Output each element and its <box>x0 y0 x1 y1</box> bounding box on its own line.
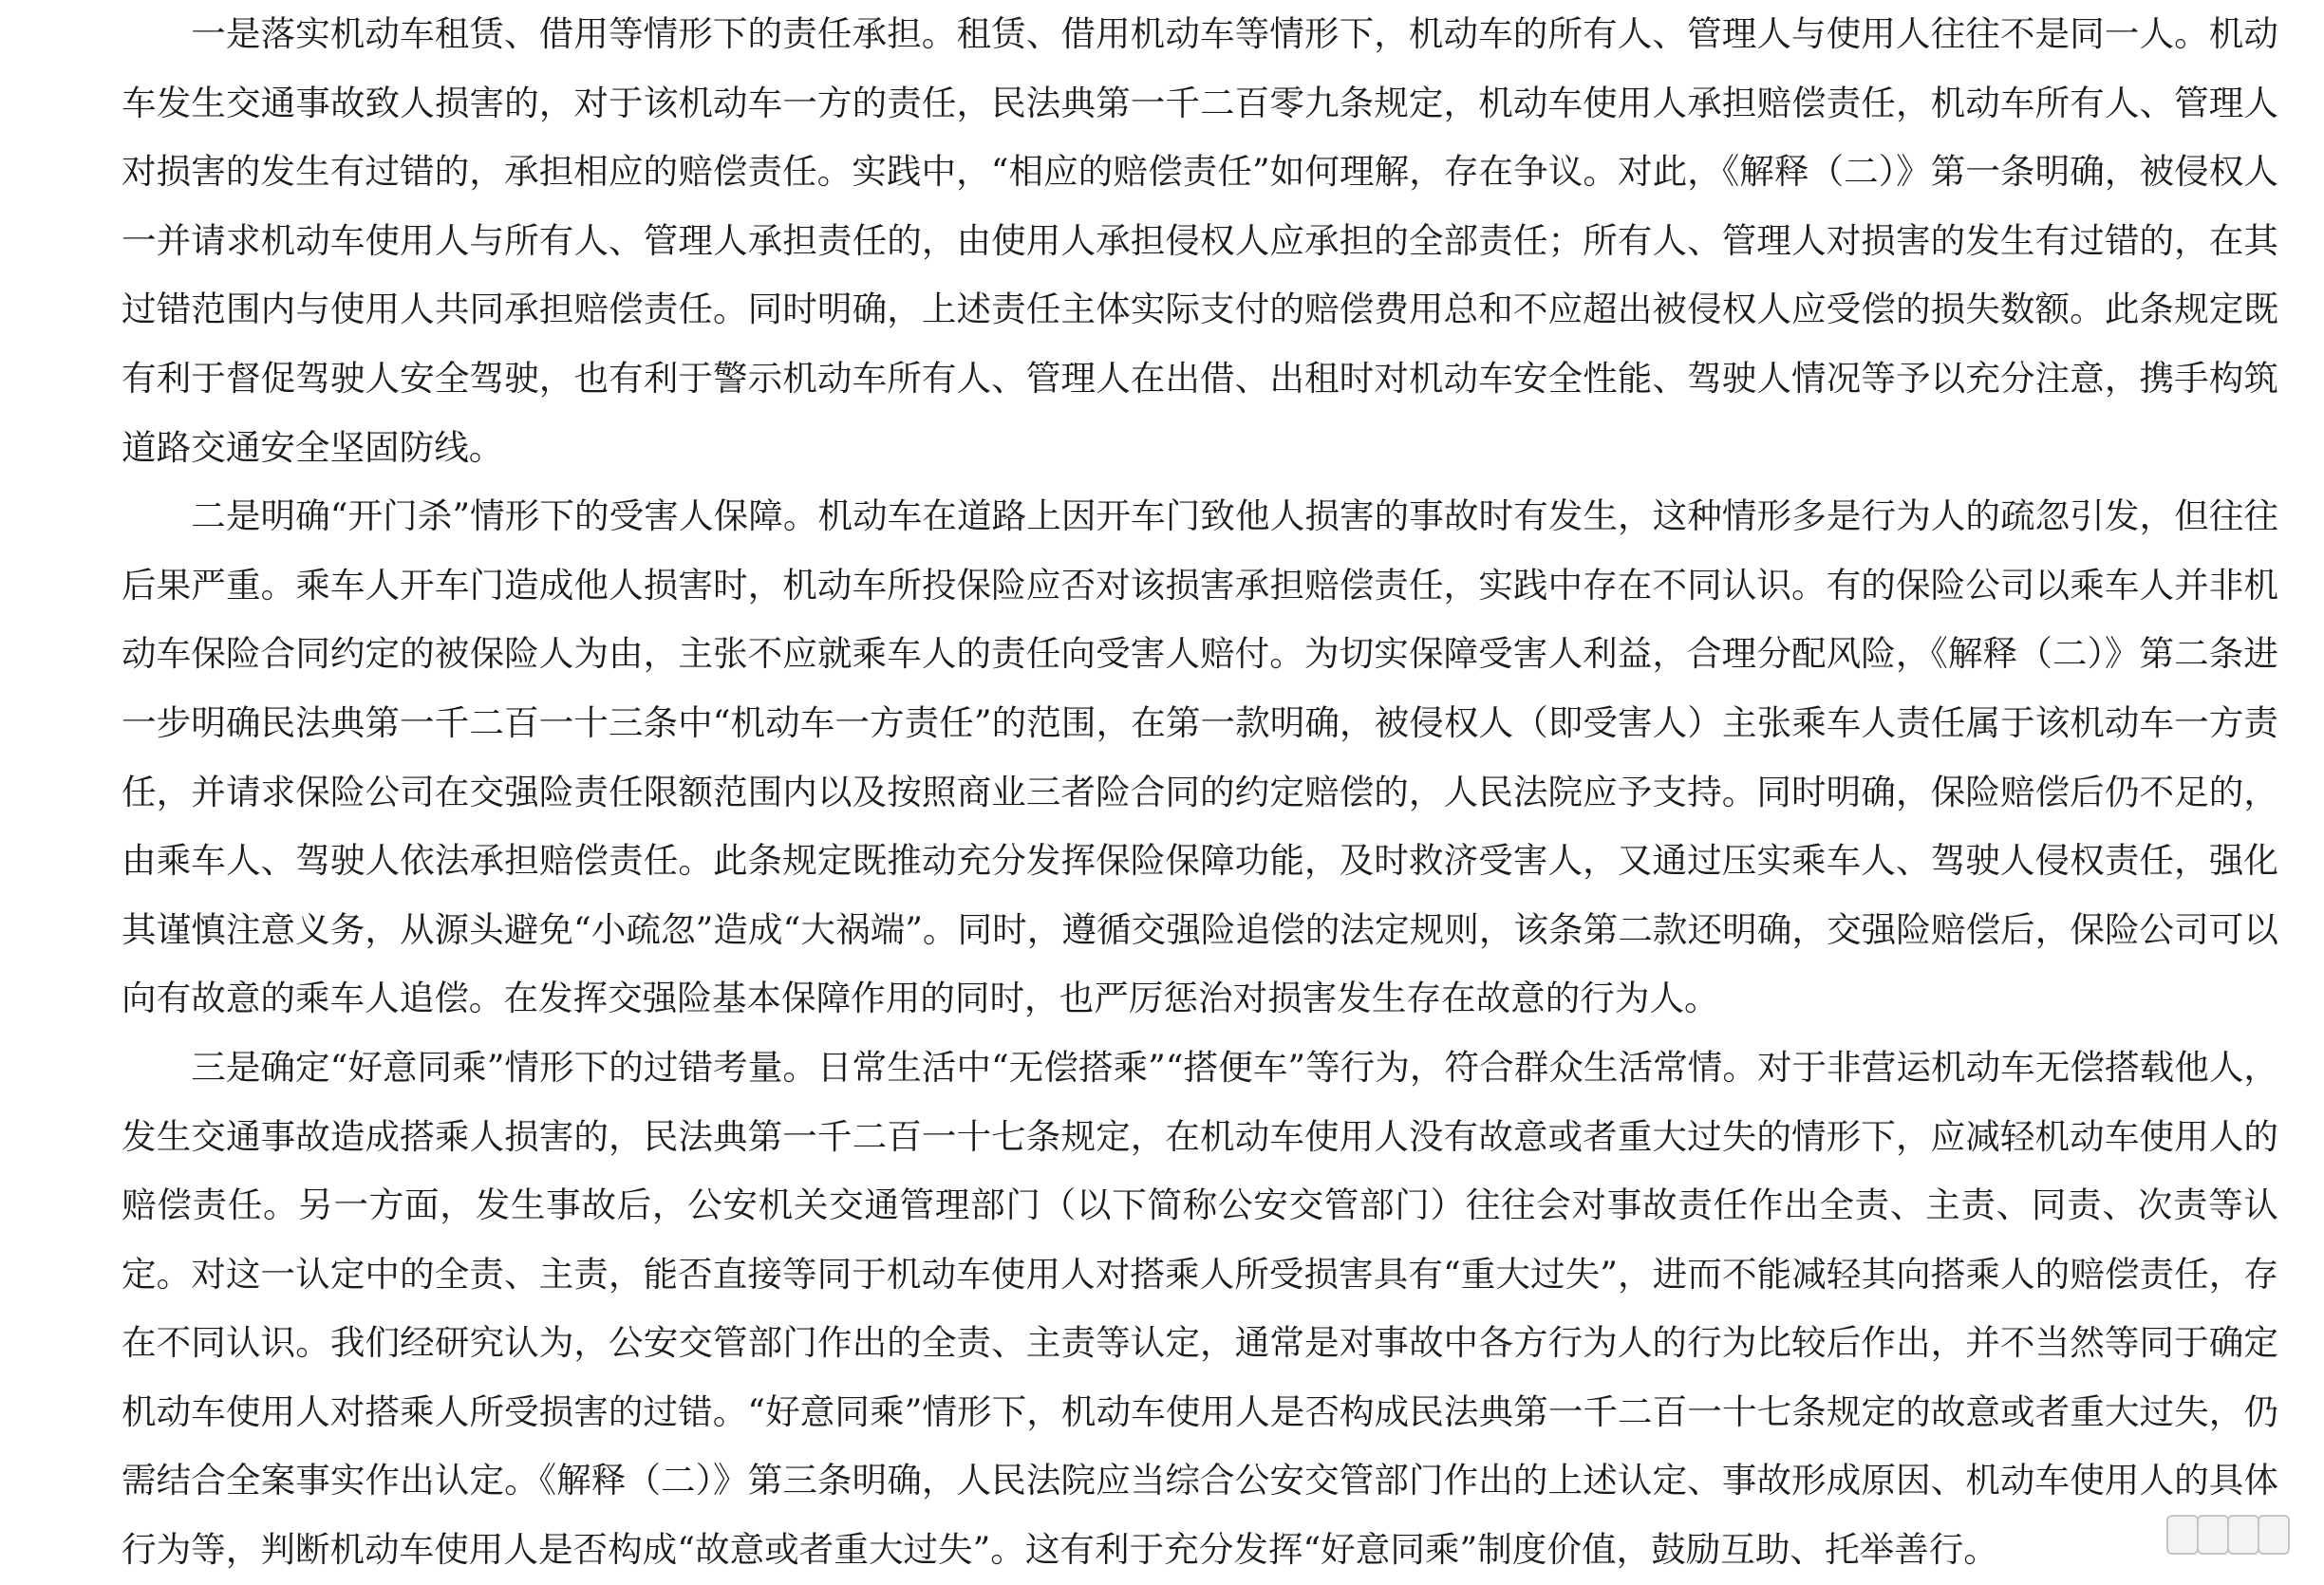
paragraph-1: 一是落实机动车租赁、借用等情形下的责任承担。租赁、借用机动车等情形下，机动车的所有人、管理人与使用人往往不是同一人。机动车发生交通事故致人损害的，对于该机动车一方的责任，民法典第一千二百零九条规定，机动车使用人承担赔偿责任，机动车所有人、管理人对损害的发生有过错的，承担相应的赔偿责任。实践中，“相应的赔偿责任”如何理解，存在争议。对此，《解释（二）》第一条明确，被侵权人一并请求机动车使用人与所有人、管理人承担责任的，由使用人承担侵权人应承担的全部责任；所有人、管理人对损害的发生有过错的，在其过错范围内与使用人共同承担赔偿责任。同时明确，上述责任主体实际支付的赔偿费用总和不应超出被侵权人应受偿的损失数额。此条规定既有利于督促驾驶人安全驾驶，也有利于警示机动车所有人、管理人在出借、出租时对机动车安全性能、驾驶人情况等予以充分注意，携手构筑道路交通安全坚固防线。 <box>122 13 2278 468</box>
image-stack-icon <box>2166 1511 2290 1555</box>
image-stack-bar <box>2166 1515 2199 1555</box>
paragraph-2: 二是明确“开门杀”情形下的受害人保障。机动车在道路上因开车门致他人损害的事故时有发生，这种情形多是行为人的疏忽引发，但往往后果严重。乘车人开车门造成他人损害时，机动车所投保险应否对该损害承担赔偿责任，实践中存在不同认识。有的保险公司以乘车人并非机动车保险合同约定的被保险人为由，主张不应就乘车人的责任向受害人赔付。为切实保障受害人利益，合理分配风险，《解释（二）》第二条进一步明确民法典第一千二百一十三条中“机动车一方责任”的范围，在第一款明确，被侵权人（即受害人）主张乘车人责任属于该机动车一方责任，并请求保险公司在交强险责任限额范围内以及按照商业三者险合同的约定赔偿的，人民法院应予支持。同时明确，保险赔偿后仍不足的，由乘车人、驾驶人依法承担赔偿责任。此条规定既推动充分发挥保险保障功能，及时救济受害人，又通过压实乘车人、驾驶人侵权责任，强化其谨慎注意义务，从源头避免“小疏忽”造成“大祸端”。同时，遵循交强险追偿的法定规则，该条第二款还明确，交强险赔偿后，保险公司可以向有故意的乘车人追偿。在发挥交强险基本保障作用的同时，也严厉惩治对损害发生存在故意的行为人。 <box>122 495 2278 1019</box>
image-stack-bar <box>2197 1515 2229 1555</box>
paragraph-3: 三是确定“好意同乘”情形下的过错考量。日常生活中“无偿搭乘”“搭便车”等行为，符合群众生活常情。对于非营运机动车无偿搭载他人，发生交通事故造成搭乘人损害的，民法典第一千二百一十七条规定，在机动车使用人没有故意或者重大过失的情形下，应减轻机动车使用人的赔偿责任。另一方面，发生事故后，公安机关交通管理部门（以下简称公安交管部门）往往会对事故责任作出全责、主责、同责、次责等认定。对这一认定中的全责、主责，能否直接等同于机动车使用人对搭乘人所受损害具有“重大过失”，进而不能减轻其向搭乘人的赔偿责任，存在不同认识。我们经研究认为，公安交管部门作出的全责、主责等认定，通常是对事故中各方行为人的行为比较后作出，并不当然等同于确定机动车使用人对搭乘人所受损害的过错。“好意同乘”情形下，机动车使用人是否构成民法典第一千二百一十七条规定的故意或者重大过失，仍需结合全案事实作出认定。《解释（二）》第三条明确，人民法院应当综合公安交管部门作出的上述认定、事故形成原因、机动车使用人的具体行为等，判断机动车使用人是否构成“故意或者重大过失”。这有利于充分发挥“好意同乘”制度价值，鼓励互助、托举善行。 <box>122 1046 2278 1571</box>
document-body <box>122 0 2278 1585</box>
image-stack-bar <box>2227 1515 2259 1555</box>
image-stack-bar <box>2258 1515 2290 1555</box>
